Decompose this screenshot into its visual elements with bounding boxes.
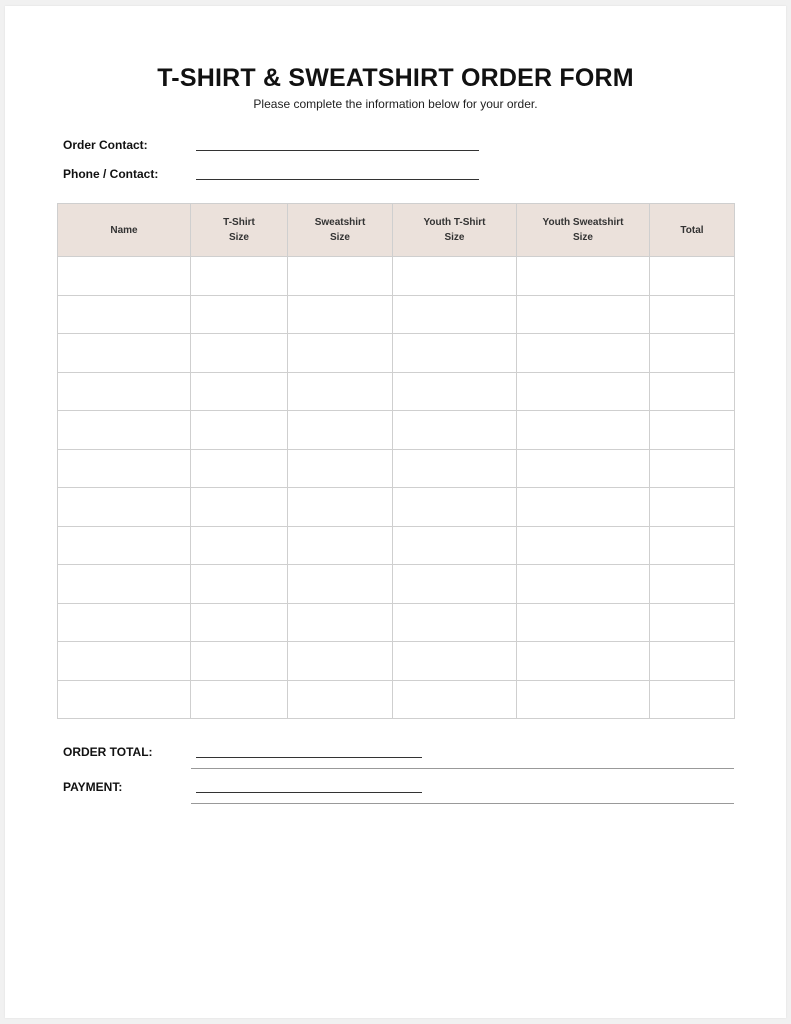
order-contact-label: Order Contact: — [63, 138, 148, 152]
cell-sweatshirt-size[interactable] — [288, 680, 393, 719]
phone-contact-label: Phone / Contact: — [63, 167, 159, 181]
cell-sweatshirt-size[interactable] — [288, 449, 393, 488]
table-row — [58, 565, 735, 604]
order-total-label: ORDER TOTAL: — [63, 745, 153, 759]
cell-name[interactable] — [58, 642, 191, 681]
column-header-youth-sweatshirt-size: Youth Sweatshirt Size — [517, 204, 650, 257]
cell-name[interactable] — [58, 680, 191, 719]
payment-underline — [191, 803, 734, 804]
cell-name[interactable] — [58, 257, 191, 296]
table-row — [58, 411, 735, 450]
cell-youth-sweatshirt-size[interactable] — [517, 603, 650, 642]
cell-total[interactable] — [650, 257, 735, 296]
cell-name[interactable] — [58, 565, 191, 604]
cell-youth-tshirt-size[interactable] — [393, 680, 517, 719]
cell-total[interactable] — [650, 680, 735, 719]
cell-youth-tshirt-size[interactable] — [393, 411, 517, 450]
cell-tshirt-size[interactable] — [191, 295, 288, 334]
table-row — [58, 526, 735, 565]
cell-name[interactable] — [58, 411, 191, 450]
cell-total[interactable] — [650, 334, 735, 373]
cell-youth-tshirt-size[interactable] — [393, 565, 517, 604]
table-row — [58, 295, 735, 334]
order-table — [57, 203, 735, 719]
form-title: T-SHIRT & SWEATSHIRT ORDER FORM — [157, 64, 634, 92]
cell-youth-tshirt-size[interactable] — [393, 488, 517, 527]
cell-youth-tshirt-size[interactable] — [393, 449, 517, 488]
payment-field[interactable] — [196, 792, 422, 793]
cell-total[interactable] — [650, 488, 735, 527]
order-total-underline — [191, 768, 734, 769]
cell-youth-sweatshirt-size[interactable] — [517, 372, 650, 411]
cell-tshirt-size[interactable] — [191, 488, 288, 527]
column-header-name: Name — [58, 204, 191, 257]
cell-sweatshirt-size[interactable] — [288, 411, 393, 450]
cell-name[interactable] — [58, 334, 191, 373]
cell-tshirt-size[interactable] — [191, 526, 288, 565]
cell-youth-tshirt-size[interactable] — [393, 257, 517, 296]
cell-sweatshirt-size[interactable] — [288, 642, 393, 681]
cell-youth-tshirt-size[interactable] — [393, 295, 517, 334]
cell-tshirt-size[interactable] — [191, 334, 288, 373]
table-header-row — [58, 204, 735, 257]
table-row — [58, 257, 735, 296]
cell-tshirt-size[interactable] — [191, 680, 288, 719]
cell-youth-sweatshirt-size[interactable] — [517, 257, 650, 296]
cell-total[interactable] — [650, 449, 735, 488]
cell-sweatshirt-size[interactable] — [288, 372, 393, 411]
cell-youth-sweatshirt-size[interactable] — [517, 526, 650, 565]
form-subtitle: Please complete the information below for your order. — [253, 97, 538, 111]
table-row — [58, 603, 735, 642]
cell-tshirt-size[interactable] — [191, 565, 288, 604]
column-header-youth-tshirt-size: Youth T-Shirt Size — [393, 204, 517, 257]
column-header-sweatshirt-size: Sweatshirt Size — [288, 204, 393, 257]
payment-label: PAYMENT: — [63, 780, 123, 794]
table-row — [58, 680, 735, 719]
cell-name[interactable] — [58, 372, 191, 411]
cell-sweatshirt-size[interactable] — [288, 526, 393, 565]
cell-sweatshirt-size[interactable] — [288, 488, 393, 527]
cell-total[interactable] — [650, 565, 735, 604]
cell-youth-sweatshirt-size[interactable] — [517, 449, 650, 488]
table-row — [58, 334, 735, 373]
cell-sweatshirt-size[interactable] — [288, 257, 393, 296]
table-row — [58, 372, 735, 411]
cell-youth-sweatshirt-size[interactable] — [517, 488, 650, 527]
column-header-total: Total — [650, 204, 735, 257]
cell-name[interactable] — [58, 449, 191, 488]
cell-sweatshirt-size[interactable] — [288, 565, 393, 604]
cell-youth-tshirt-size[interactable] — [393, 642, 517, 681]
cell-total[interactable] — [650, 603, 735, 642]
cell-total[interactable] — [650, 372, 735, 411]
cell-tshirt-size[interactable] — [191, 411, 288, 450]
cell-name[interactable] — [58, 526, 191, 565]
cell-tshirt-size[interactable] — [191, 257, 288, 296]
cell-tshirt-size[interactable] — [191, 642, 288, 681]
cell-youth-tshirt-size[interactable] — [393, 603, 517, 642]
cell-sweatshirt-size[interactable] — [288, 295, 393, 334]
cell-youth-sweatshirt-size[interactable] — [517, 565, 650, 604]
order-form-page — [5, 6, 786, 1018]
cell-name[interactable] — [58, 488, 191, 527]
cell-youth-tshirt-size[interactable] — [393, 526, 517, 565]
cell-youth-tshirt-size[interactable] — [393, 372, 517, 411]
order-contact-field[interactable] — [196, 150, 479, 151]
table-row — [58, 642, 735, 681]
column-header-tshirt-size: T-Shirt Size — [191, 204, 288, 257]
order-total-field[interactable] — [196, 757, 422, 758]
cell-name[interactable] — [58, 603, 191, 642]
cell-sweatshirt-size[interactable] — [288, 334, 393, 373]
cell-total[interactable] — [650, 526, 735, 565]
table-row — [58, 449, 735, 488]
cell-name[interactable] — [58, 295, 191, 334]
cell-total[interactable] — [650, 642, 735, 681]
table-row — [58, 488, 735, 527]
cell-youth-sweatshirt-size[interactable] — [517, 295, 650, 334]
cell-youth-sweatshirt-size[interactable] — [517, 334, 650, 373]
cell-total[interactable] — [650, 295, 735, 334]
phone-contact-field[interactable] — [196, 179, 479, 180]
cell-tshirt-size[interactable] — [191, 372, 288, 411]
cell-youth-sweatshirt-size[interactable] — [517, 411, 650, 450]
cell-tshirt-size[interactable] — [191, 449, 288, 488]
cell-youth-sweatshirt-size[interactable] — [517, 642, 650, 681]
cell-sweatshirt-size[interactable] — [288, 603, 393, 642]
cell-total[interactable] — [650, 411, 735, 450]
cell-youth-tshirt-size[interactable] — [393, 334, 517, 373]
cell-youth-sweatshirt-size[interactable] — [517, 680, 650, 719]
cell-tshirt-size[interactable] — [191, 603, 288, 642]
